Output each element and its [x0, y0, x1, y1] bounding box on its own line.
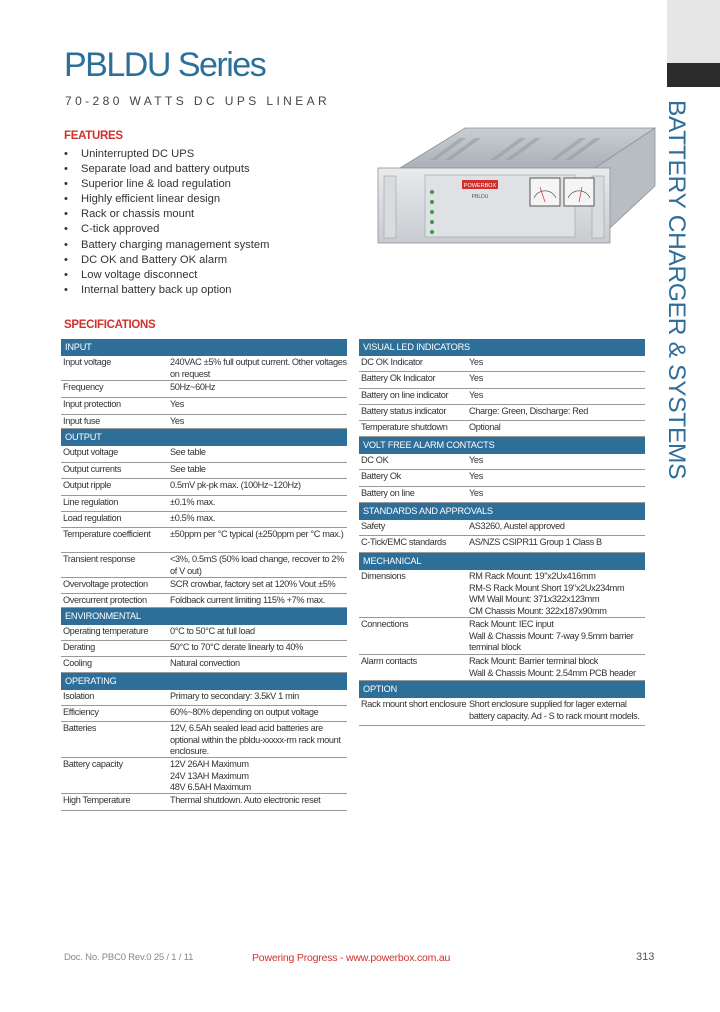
feature-item: • DC OK and Battery OK alarm [64, 253, 228, 266]
feature-item: • Uninterrupted DC UPS [64, 148, 195, 160]
feature-item: • Highly efficient linear design [64, 193, 221, 206]
feature-item: • Low voltage disconnect [64, 268, 198, 281]
table-row: High Temperature Thermal shutdown. Auto electronic reset [61, 794, 347, 811]
table-row: Load regulation ±0.5% max. [61, 512, 347, 528]
specs-table-left [61, 339, 347, 811]
features-heading: FEATURES [64, 130, 123, 142]
section-header-standards: STANDARDS AND APPROVALS [359, 503, 645, 520]
section-header-environmental: ENVIRONMENTAL [61, 608, 347, 625]
section-header-alarm: VOLT FREE ALARM CONTACTS [359, 437, 645, 454]
side-category-title: BATTERY CHARGER & SYSTEMS [663, 100, 690, 480]
table-row: Isolation Primary to secondary: 3.5kV 1 min [61, 690, 347, 706]
table-row: Input voltage 240VAC ±5% full output current. Other voltages on request [61, 356, 347, 381]
document-number: Doc. No. PBC0 Rev.0 25 / 1 / 11 [64, 952, 194, 963]
table-row: Alarm contacts Rack Mount: Barrier terminal block Wall & Chassis Mount: 2.54mm PCB header [359, 655, 645, 681]
table-row: Battery status indicator Charge: Green, Discharge: Red [359, 405, 645, 421]
table-row: Overcurrent protection Foldback current limiting 115% +7% max. [61, 594, 347, 608]
feature-item: • Separate load and battery outputs [64, 163, 250, 176]
feature-item: • Internal battery back up option [64, 283, 232, 296]
section-header-input: INPUT [61, 339, 347, 356]
table-row: Temperature coefficient ±50ppm per °C typical (±250ppm per °C max.) [61, 528, 347, 553]
led-indicator [430, 210, 434, 214]
table-row: Battery capacity 12V 26AH Maximum 24V 13AH Maximum 48V 6.5AH Maximum [61, 758, 347, 794]
table-row: Derating 50°C to 70°C derate linearly to 40% [61, 641, 347, 657]
features-list [64, 147, 269, 298]
table-row: Output voltage See table [61, 446, 347, 463]
specifications-heading: SPECIFICATIONS [64, 319, 156, 331]
table-row: Output ripple 0.5mV pk-pk max. (100Hz~120Hz) [61, 479, 347, 496]
section-header-option: OPTION [359, 681, 645, 698]
product-image [370, 120, 660, 250]
table-row: Battery on line indicator Yes [359, 389, 645, 405]
table-row: Battery Ok Yes [359, 470, 645, 487]
table-row: Overvoltage protection SCR crowbar, factory set at 120% Vout ±5% [61, 578, 347, 594]
page-number: 313 [636, 951, 655, 963]
page-title: PBLDU Series [64, 46, 266, 84]
product-brand-text: POWERBOX [463, 183, 497, 189]
product-model-text: PBLDU [471, 194, 489, 200]
section-header-mechanical: MECHANICAL [359, 553, 645, 570]
table-row: Rack mount short enclosure Short enclosure supplied for lager external battery capacity. Ad - S to rack mount models. [359, 698, 645, 726]
side-tab-dark [667, 63, 720, 87]
page-subtitle: 70-280 WATTS DC UPS LINEAR [65, 94, 331, 108]
section-header-operating: OPERATING [61, 673, 347, 690]
table-row: Input protection Yes [61, 398, 347, 415]
table-row: Efficiency 60%~80% depending on output voltage [61, 706, 347, 722]
feature-item: • Rack or chassis mount [64, 208, 195, 221]
table-row: DC OK Yes [359, 454, 645, 470]
table-row: Cooling Natural convection [61, 657, 347, 673]
led-indicator [430, 190, 434, 194]
table-row: Frequency 50Hz~60Hz [61, 381, 347, 398]
table-row: Output currents See table [61, 463, 347, 479]
table-row: Dimensions RM Rack Mount: 19"x2Ux416mm RM-S Rack Mount Short 19"x2Ux234mm WM Wall Mount: 371x322x123mm CM Chassis Mount: 322x187x90mm [359, 570, 645, 618]
section-header-output: OUTPUT [61, 429, 347, 446]
table-row: Temperature shutdown Optional [359, 421, 645, 437]
led-indicator [430, 230, 434, 234]
specs-table-right [359, 339, 645, 726]
table-row: C-Tick/EMC standards AS/NZS CSIPR11 Group 1 Class B [359, 536, 645, 553]
feature-item: • C-tick approved [64, 223, 160, 236]
table-row: Safety AS3260, Austel approved [359, 520, 645, 536]
feature-item: • Battery charging management system [64, 238, 270, 251]
table-row: Line regulation ±0.1% max. [61, 496, 347, 512]
led-indicator [430, 200, 434, 204]
table-row: Battery Ok Indicator Yes [359, 372, 645, 389]
led-indicator [430, 220, 434, 224]
feature-item: • Superior line & load regulation [64, 178, 231, 191]
table-row: Transient response <3%, 0.5mS (50% load change, recover to 2% of V out) [61, 553, 347, 578]
table-row: Batteries 12V, 6.5Ah sealed lead acid batteries are optional within the pbldu-xxxxx-rm rack mount enclosure. [61, 722, 347, 758]
footer-tagline: Powering Progress - www.powerbox.com.au [252, 952, 451, 964]
table-row: DC OK Indicator Yes [359, 356, 645, 372]
table-row: Connections Rack Mount: IEC input Wall & Chassis Mount: 7-way 9.5mm barrier terminal block [359, 618, 645, 655]
table-row: Battery on line Yes [359, 487, 645, 503]
table-row: Operating temperature 0°C to 50°C at full load [61, 625, 347, 641]
side-tab-light [667, 0, 720, 63]
section-header-led: VISUAL LED INDICATORS [359, 339, 645, 356]
table-row: Input fuse Yes [61, 415, 347, 429]
